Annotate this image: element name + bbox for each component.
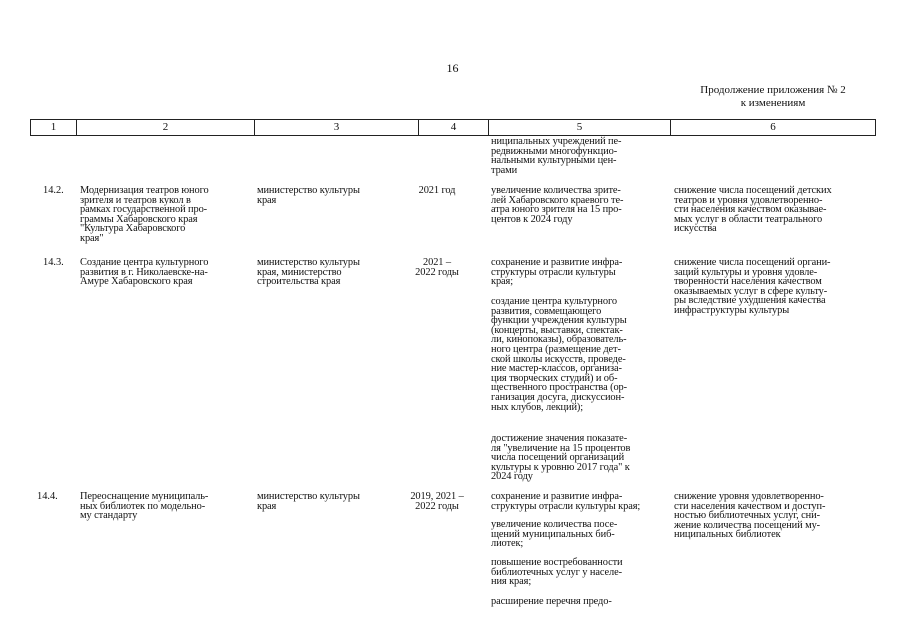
measure-name: Модернизация театров юного зрителя и театров кукол в рамках государственной про- граммы Хабаровского края "Культура Хабаровского края" [80,185,209,244]
result-item: достижение значения показате- ля "увеличение на 15 процентов числа посещений организаций культуры к уровню 2017 года" к 2024 году [491,433,631,483]
continuation-line-1: Продолжение приложения № 2 [700,84,846,96]
result-item: увеличение количества зрите- лей Хабаровского краевого те- атра юного зрителя на 15 про- центов к 2024 году [491,185,624,225]
header-col-6: 6 [770,121,776,133]
row-number: 14.4. [37,491,58,502]
row-number: 14.2. [43,185,64,196]
result-item: создание центра культурного развития, совмещающего функции учреждения культуры (концерты, выставки, спектак- ли, кинопоказы), образователь- ного центра (размещение дет- ской школы искусств, проведе- ние мастер-классов, организа- ция творческих студий) и об- щественного пространства (ор- ганизация досуга, дискуссион- ных клубов, лекций); [491,296,627,413]
period: 2021 год [418,185,456,196]
result-item: расширение перечня предо- [491,596,612,607]
measure-name: Переоснащение муниципаль- ных библиотек по модельно- му стандарту [80,491,209,522]
executor: министерство культуры края [257,185,360,206]
row-number: 14.3. [43,257,64,268]
result-item: повышение востребованности библиотечных услуг у населе- ния края; [491,557,623,588]
result-item: сохранение и развитие инфра- структуры отрасли культуры края; [491,257,623,288]
continuation-line-2: к изменениям [740,97,806,109]
consequences: снижение числа посещений детских театров и уровня удовлетворенно- сти населения качеством оказывае- мых услуг в области театрального искусства [674,185,832,235]
header-col-1: 1 [31,120,77,135]
table-header [30,119,876,136]
result-item: увеличение количества посе- щений муниципальных биб- лиотек; [491,519,618,550]
header-col-3: 3 [255,120,419,135]
executor: министерство культуры края [257,491,360,512]
carryover-result: ниципальных учреждений пе- редвижными многофункцио- нальными культурными цен- трами [491,136,622,176]
continuation-note [673,84,873,110]
consequences: снижение числа посещений органи- заций культуры и уровня удовле- творенности населения качеством оказываемых услуг в сфере культу- ры вследствие ухудшения качества инфраструктуры культуры [674,257,831,316]
period: 2021 – 2022 годы [415,257,459,278]
header-col-2: 2 [77,120,255,135]
page-number: 16 [446,61,459,75]
consequences: снижение уровня удовлетворенно- сти населения качеством и доступ- ностью библиотечных услуг, сни- жение количества посещений му- ниципальных библиотек [674,491,826,541]
header-col-5: 5 [489,120,671,135]
measure-name: Создание центра культурного развития в г. Николаевске-на- Амуре Хабаровского края [80,257,209,288]
result-item: сохранение и развитие инфра- структуры отрасли культуры края; [491,491,641,512]
executor: министерство культуры края, министерство строительства края [257,257,360,288]
header-col-4: 4 [419,120,489,135]
period: 2019, 2021 – 2022 годы [410,491,464,512]
